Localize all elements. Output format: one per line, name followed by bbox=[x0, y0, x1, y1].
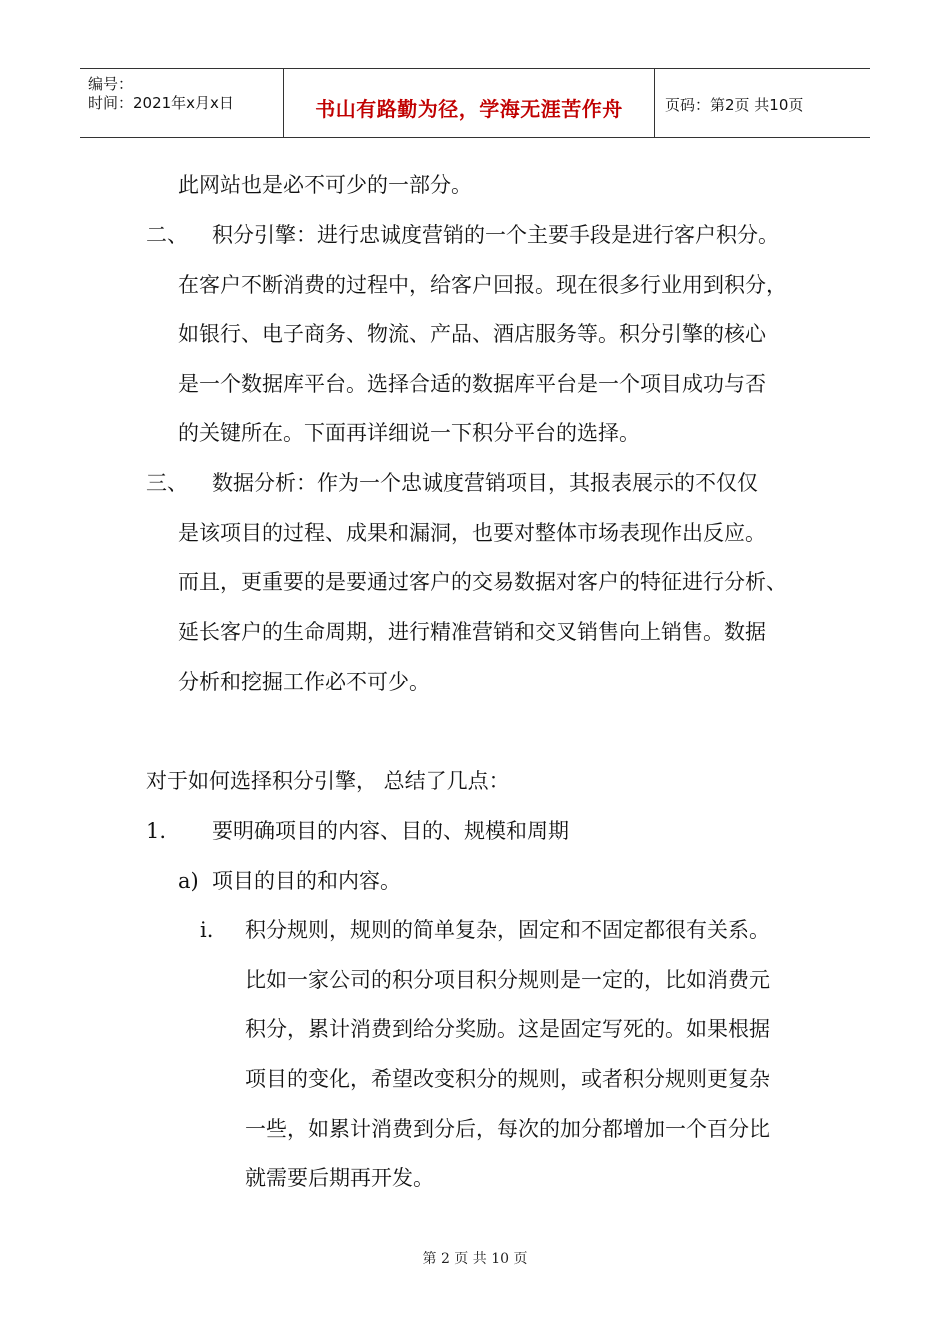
list-marker-a: a) bbox=[178, 869, 199, 893]
sub-i-line: 积分，累计消费到给分奖励。这是固定写死的。如果根据 bbox=[245, 1017, 770, 1041]
sub-a-text: 项目的目的和内容。 bbox=[212, 869, 401, 893]
point1-text: 要明确项目的内容、目的、规模和周期 bbox=[212, 819, 569, 843]
page-footer: 第 2 页 共 10 页 bbox=[422, 1251, 528, 1267]
header-table bbox=[80, 68, 870, 138]
item2-line: 如银行、电子商务、物流、产品、酒店服务等。积分引擎的核心 bbox=[178, 322, 766, 346]
list-marker-3: 三、 bbox=[146, 471, 188, 495]
header-page-info: 页码：第2页 共10页 bbox=[665, 96, 804, 114]
list-marker-i: i. bbox=[200, 918, 214, 942]
list-marker-2: 二、 bbox=[146, 223, 188, 247]
item3-line: 延长客户的生命周期，进行精准营销和交叉销售向上销售。数据 bbox=[178, 620, 766, 644]
paragraph-continued: 此网站也是必不可少的一部分。 bbox=[178, 173, 472, 197]
item3-line: 分析和挖掘工作必不可少。 bbox=[178, 670, 430, 694]
item2-line: 的关键所在。下面再详细说一下积分平台的选择。 bbox=[178, 421, 640, 445]
list-marker-1: 1. bbox=[146, 819, 167, 843]
item2-line: 积分引擎：进行忠诚度营销的一个主要手段是进行客户积分。 bbox=[212, 223, 779, 247]
header-motto: 书山有路勤为径，学海无涯苦作舟 bbox=[315, 97, 623, 121]
header-page-cell bbox=[655, 69, 870, 137]
header-meta-cell bbox=[80, 69, 283, 137]
item3-line: 数据分析：作为一个忠诚度营销项目，其报表展示的不仅仅 bbox=[212, 471, 758, 495]
item3-line: 是该项目的过程、成果和漏洞，也要对整体市场表现作出反应。 bbox=[178, 521, 766, 545]
sub-i-line: 项目的变化，希望改变积分的规则，或者积分规则更复杂 bbox=[245, 1067, 770, 1091]
sub-i-line: 就需要后期再开发。 bbox=[245, 1166, 434, 1190]
item2-line: 是一个数据库平台。选择合适的数据库平台是一个项目成功与否 bbox=[178, 372, 766, 396]
header-motto-cell bbox=[283, 69, 655, 137]
sub-i-line: 一些，如累计消费到分后，每次的加分都增加一个百分比 bbox=[245, 1117, 770, 1141]
sub-i-line: 比如一家公司的积分项目积分规则是一定的，比如消费元 bbox=[245, 968, 770, 992]
summary-line: 对于如何选择积分引擎， 总结了几点： bbox=[146, 769, 510, 793]
sub-i-line: 积分规则，规则的简单复杂，固定和不固定都很有关系。 bbox=[245, 918, 770, 942]
document-number-label: 编号： bbox=[88, 75, 134, 93]
document-time-label: 时间：2021年x月x日 bbox=[88, 94, 234, 112]
item2-line: 在客户不断消费的过程中，给客户回报。现在很多行业用到积分， bbox=[178, 273, 787, 297]
item3-line: 而且，更重要的是要通过客户的交易数据对客户的特征进行分析、 bbox=[178, 570, 787, 594]
